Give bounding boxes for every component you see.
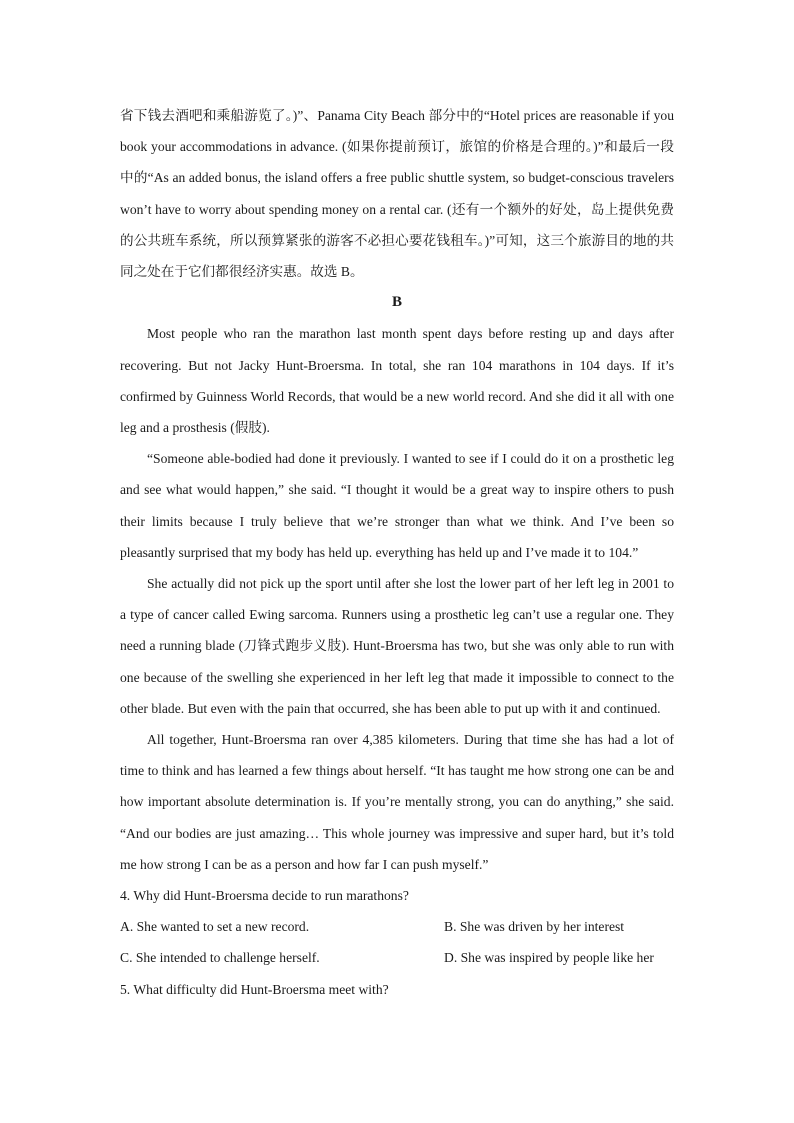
passage-paragraph-3: She actually did not pick up the sport until after she lost the lower part of her left leg in 2001 to a type of cancer called Ewing sarcoma. Runners using a prosthetic leg can’t use a regular one. They need a running blade (刀锋式跑步义肢). Hunt-Broersma has two, but she was only able to run with one because of the swelling she experienced in her left leg that made it impossible to connect to the other blade. But even with the pain that occurred, she has been able to put up with it and continued. <box>120 576 674 716</box>
question-4-options-row-1 <box>120 911 674 942</box>
section-title: B <box>391 294 402 311</box>
option-c: C. She intended to challenge herself. <box>120 950 320 966</box>
passage-paragraph-2: “Someone able-bodied had done it previously. I wanted to see if I could do it on a prosthetic leg and see what would happen,” she said. “I thought it would be a great way to inspire others to push their limits because I truly believe that we’re stronger than what we think. And I’ve been so pleasantly surprised that my body has held up. everything has held up and I’ve made it to 104.” <box>120 451 674 560</box>
passage-paragraph-4: All together, Hunt-Broersma ran over 4,385 kilometers. During that time she has had a lot of time to think and has learned a few things about herself. “It has taught me how strong one can be and how important absolute determination is. If you’re mentally strong, you can do anything,” she said. “And our bodies are just amazing… This whole journey was impressive and super hard, but it’s told me how strong I can be as a person and how far I can push myself.” <box>120 732 674 872</box>
option-d: D. She was inspired by people like her <box>444 950 654 966</box>
option-a: A. She wanted to set a new record. <box>120 919 310 935</box>
question-5-stem: 5. What difficulty did Hunt-Broersma meet with? <box>120 981 389 997</box>
passage-paragraph-1: Most people who ran the marathon last month spent days before resting up and days after recovering. But not Jacky Hunt-Broersma. In total, she ran 104 marathons in 104 days. If it’s confirmed by Guinness World Records, that would be a new world record. And she did it all with one leg and a prosthesis (假肢). <box>120 326 674 436</box>
option-b: B. She was driven by her interest <box>444 919 625 935</box>
question-4-stem: 4. Why did Hunt-Broersma decide to run marathons? <box>120 888 409 904</box>
question-4-options-row-2 <box>120 942 674 973</box>
document-body <box>120 100 674 1005</box>
answer-explanation: 省下钱去酒吧和乘船游览了。)”、Panama City Beach 部分中的“Hotel prices are reasonable if you book your accommodations in advance. (如果你提前预订，旅馆的价格是合理的。)”和最后一段中的“As an added bonus, the island offers a free public shuttle system, so budget-conscious travelers won’t have to worry about spending money on a rental car. (还有一个额外的好处，岛上提供免费的公共班车系统，所以预算紧张的游客不必担心要花钱租车。)”可知，这三个旅游目的地的共同之处在于它们都很经济实惠。故选 B。 <box>120 108 674 280</box>
